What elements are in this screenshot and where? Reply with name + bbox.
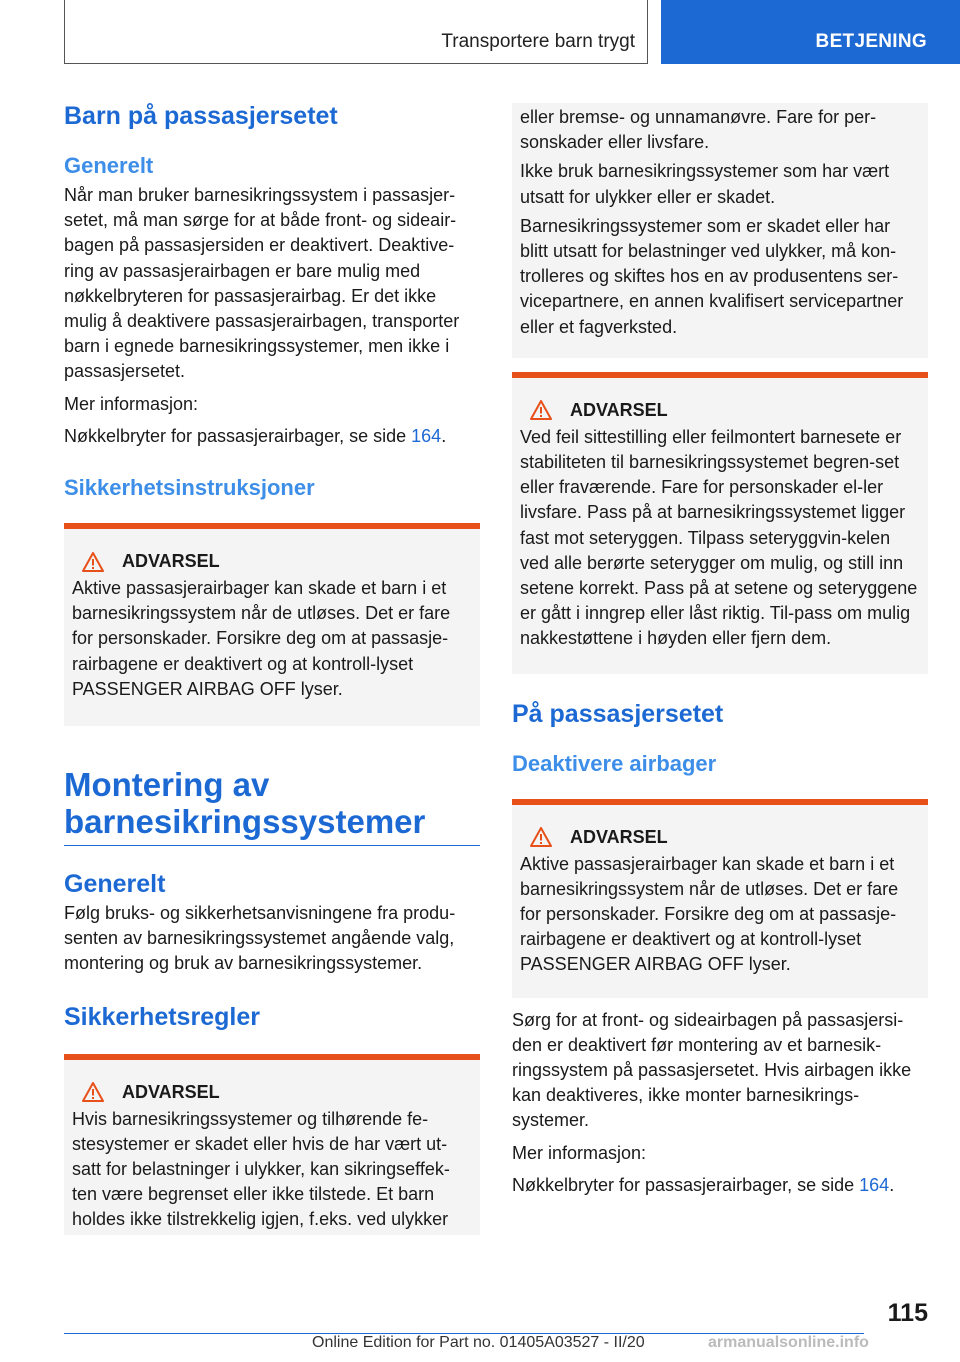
warning-text-1: Aktive passasjerairbager kan skade et barn i et barnesikringssystem når de utløses. Det er fare for personskader. Forsikre deg om at passasje-rairbagene er deaktivert og at kontroll-lyset PASSENGER AIRBAG OFF lyser. xyxy=(72,578,451,699)
page-link-164[interactable]: 164 xyxy=(411,425,442,446)
heading-montering-line-2: barnesikringssystemer xyxy=(64,803,426,841)
reference-text: Nøkkelbryter for passasjerairbager, se side xyxy=(64,425,407,446)
footer-edition: Online Edition for Part no. 01405A03527 - II/20 xyxy=(312,1334,645,1351)
subtitle-sikkerhetsinstruksjoner: Sikkerhetsinstruksjoner xyxy=(64,475,315,501)
section-title-barn: Barn på passasjersetet xyxy=(64,102,338,130)
warning-triangle-icon xyxy=(82,552,104,572)
continuation-text-1: eller bremse- og unnamanøvre. Fare for per-sonskader eller livsfare. xyxy=(520,107,877,153)
warning-title-2: ADVARSEL xyxy=(122,1081,220,1102)
warning-box-1 xyxy=(64,523,480,726)
page-number: 115 xyxy=(887,1299,928,1327)
paragraph-generelt-1: Når man bruker barnesikringssystem i passasjer-setet, må man sørge for at både front- og sideair-bagen på passasjersiden er deaktivert. Deaktive-ring av passasjerairbagen er bare mulig med nøkkelbryteren for passasjerairbag. Er det ikke mulig å deaktivere passasjerairbagen, transporter barn i egnede barnesikringssystemer, men ikke i passasjersetet. xyxy=(64,185,460,382)
paragraph-deaktivere: Sørg for at front- og sideairbagen på passasjersi-den er deaktivert før montering av et barnesik-ringssystem på passasjersetet. Hvis airbagen ikke kan deaktiveres, ikke monter barnesikrings-systemer. xyxy=(512,1009,912,1131)
warning-header-2 xyxy=(72,1082,472,1103)
warning-continuation xyxy=(512,103,928,358)
warning-text-4: Aktive passasjerairbager kan skade et barn i et barnesikringssystem når de utløses. Det er fare for personskader. Forsikre deg om at passasje-rairbagene er deaktivert og at kontroll-lyset PASSENGER AIRBAG OFF lyser. xyxy=(520,853,899,975)
warning-title-3: ADVARSEL xyxy=(570,399,668,420)
page-link-164[interactable]: 164 xyxy=(859,1174,890,1195)
header-section-tab xyxy=(661,0,960,64)
footer-watermark: armanualsonline.info xyxy=(708,1334,869,1351)
warning-header-3 xyxy=(520,400,920,421)
subtitle-deaktivere-airbager: Deaktivere airbager xyxy=(512,750,717,776)
heading-montering xyxy=(64,766,480,840)
warning-title-4: ADVARSEL xyxy=(570,826,668,847)
subtitle-sikkerhetsregler: Sikkerhetsregler xyxy=(64,1002,260,1031)
header-title-box xyxy=(64,0,648,64)
continuation-text-3: Barnesikringssystemer som er skadet eller har blitt utsatt for belastninger ved ulykker, må kon-trolleres og skiftes hos en av produsentens ser-vicepartnere, en annen kvalifisert servicepartner eller et fagverksted. xyxy=(520,215,904,337)
warning-triangle-icon xyxy=(82,1082,104,1102)
heading-rule xyxy=(64,845,480,846)
right-column xyxy=(512,103,928,1198)
reference-period: . xyxy=(889,1174,895,1195)
warning-triangle-icon xyxy=(530,827,552,847)
reference-line-2 xyxy=(512,1173,928,1198)
header-title: Transportere barn trygt xyxy=(441,31,635,52)
left-column xyxy=(64,100,480,1235)
warning-text-2: Hvis barnesikringssystemer og tilhørende fe-stesystemer er skadet eller hvis de har vært ut-satt for belastninger i ulykker, kan sikringseffek-ten være begrenset eller ikke tilstede. Et barn holdes ikke tilstrekkelig igjen, f.eks. ved ulykker xyxy=(72,1108,450,1230)
subtitle-generelt-2: Generelt xyxy=(64,870,166,899)
reference-line-1 xyxy=(64,424,480,449)
warning-text-3: Ved feil sittestilling eller feilmontert barnesete er stabiliteten til barnesikringssystemet begren-set eller fraværende. Fare for personskader el-ler livsfare. Pass på at barnesikringssystemet ligger fast mot seteryggen. Tilpass seteryggvin-kelen ved alle berørte seterygger om mulig, og still inn setene korrekt. Pass på at setene og seteryggene er gått i inngrep eller låst riktig. Til-pass om mulig nakkestøttene i høyden eller fjern dem. xyxy=(520,426,918,649)
reference-period: . xyxy=(441,425,447,446)
more-info-label-2: Mer informasjon: xyxy=(512,1142,647,1163)
warning-header-1 xyxy=(72,551,472,572)
warning-title-1: ADVARSEL xyxy=(122,551,220,572)
section-title-paa-passasjersetet: På passasjersetet xyxy=(512,699,724,728)
warning-triangle-icon xyxy=(530,400,552,420)
continuation-text-2: Ikke bruk barnesikringssystemer som har vært utsatt for ulykker eller er skadet. xyxy=(520,161,890,207)
heading-montering-line-1: Montering av xyxy=(64,766,270,804)
subtitle-generelt-1: Generelt xyxy=(64,153,154,178)
paragraph-generelt-2: Følg bruks- og sikkerhetsanvisningene fra produ-senten av barnesikringssystemet angående valg, montering og bruk av barnesikringssystemer. xyxy=(64,903,456,974)
warning-box-2 xyxy=(64,1054,480,1235)
warning-box-4 xyxy=(512,799,928,998)
reference-text: Nøkkelbryter for passasjerairbager, se side xyxy=(512,1174,855,1195)
warning-box-3 xyxy=(512,372,928,674)
header-section-label: BETJENING xyxy=(815,31,927,52)
warning-header-4 xyxy=(520,827,920,848)
more-info-label-1: Mer informasjon: xyxy=(64,393,199,414)
